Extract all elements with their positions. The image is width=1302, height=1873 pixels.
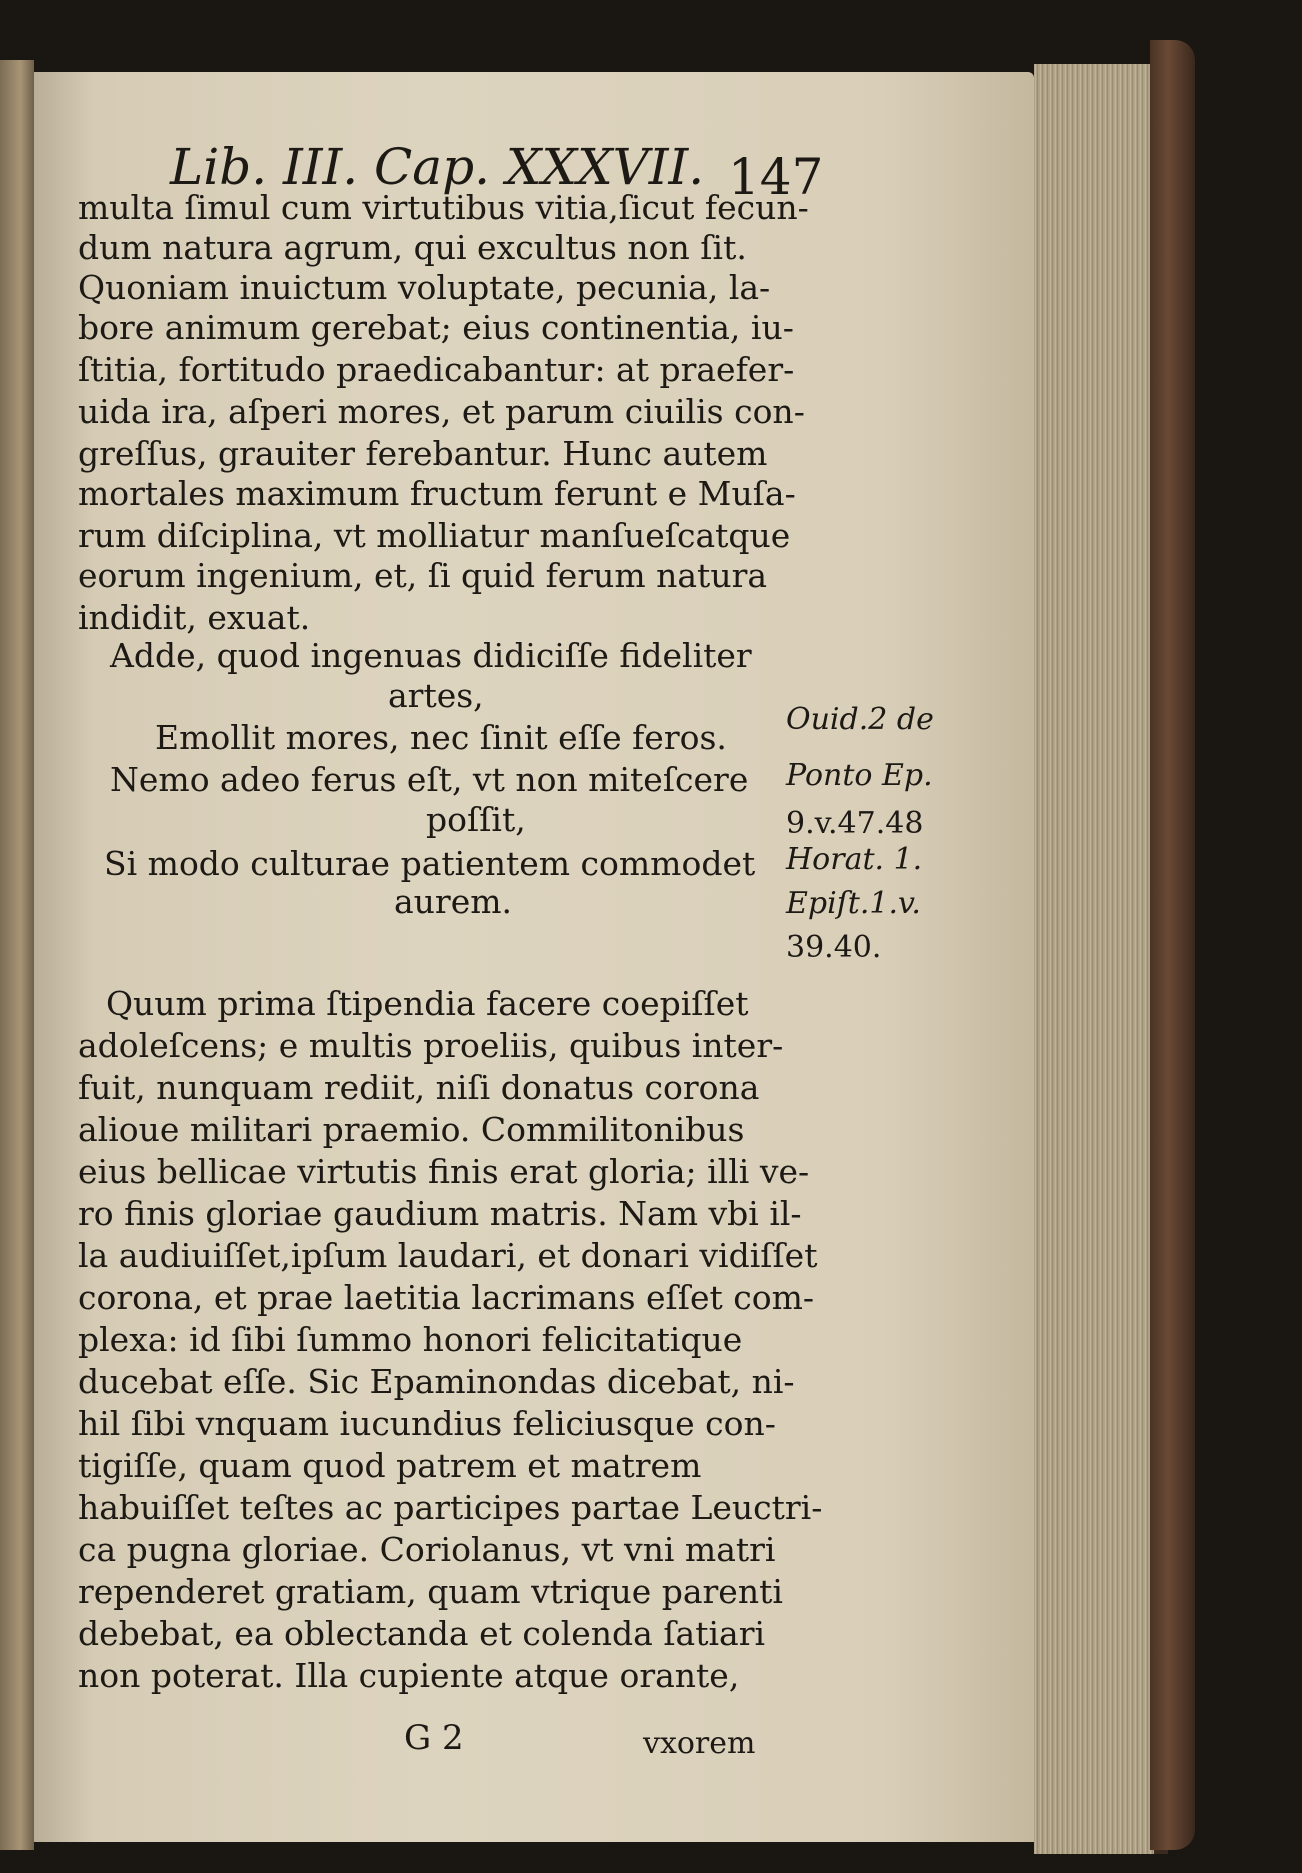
margin-note: Ponto Ep. [786,758,933,793]
text-line: ſtitia, fortitudo praedicabantur: at praefer- [78,350,795,389]
book-cover-edge [1150,40,1195,1850]
verse-line: Si modo culturae patientem commodet [104,844,756,883]
text-line: tigiſſe, quam quod patrem et matrem [78,1446,702,1485]
margin-note: 39.40. [786,930,882,965]
text-line: alioue militari praemio. Commilitonibus [78,1110,745,1149]
page-fore-edge [1034,64,1168,1854]
verse-line: Nemo adeo ferus eſt, vt non miteſcere [110,760,749,799]
text-line: uida ira, aſperi mores, et parum ciuilis con- [78,392,805,431]
text-line: Quum prima ſtipendia facere coepiſſet [106,984,749,1023]
text-line: la audiuiſſet,ipſum laudari, et donari vidiſſet [78,1236,818,1275]
margin-note: Horat. 1. [786,842,923,877]
text-line: eius bellicae virtutis finis erat gloria; illi ve- [78,1152,810,1191]
text-line: eorum ingenium, et, ſi quid ferum natura [78,556,768,595]
text-line: corona, et prae laetitia lacrimans eſſet com- [78,1278,815,1317]
verse-line: Emollit mores, nec ſinit eſſe feros. [155,718,727,757]
text-line: ducebat eſſe. Sic Epaminondas dicebat, ni- [78,1362,795,1401]
text-line: multa ſimul cum virtutibus vitia,ſicut fecun- [78,188,809,227]
catchword: vxorem [643,1726,756,1761]
text-line: rum diſciplina, vt molliatur manſueſcatque [78,516,791,555]
verse-line: Adde, quod ingenuas didiciſſe fideliter [110,636,752,675]
text-line: greſſus, grauiter ferebantur. Hunc autem [78,434,768,473]
text-line: dum natura agrum, qui excultus non ſit. [78,228,747,267]
page-number: 147 [728,148,824,206]
text-line: rependeret gratiam, quam vtrique parenti [78,1572,783,1611]
text-line: indidit, exuat. [78,598,311,637]
text-line: mortales maximum fructum ferunt e Muſa- [78,474,796,513]
text-line: Quoniam inuictum voluptate, pecunia, la- [78,268,771,307]
verse-line: aurem. [394,882,513,921]
margin-note: 9.v.47.48 [786,806,924,841]
text-line: fuit, nunquam rediit, niſi donatus corona [78,1068,760,1107]
left-page-edge [0,60,34,1850]
verse-line: poſſit, [426,800,526,839]
text-line: debebat, ea oblectanda et colenda ſatiari [78,1614,766,1653]
text-line: ca pugna gloriae. Coriolanus, vt vni matri [78,1530,776,1569]
text-line: ro finis gloriae gaudium matris. Nam vbi il- [78,1194,802,1233]
text-line: non poterat. Illa cupiente atque orante, [78,1656,740,1695]
text-line: bore animum gerebat; eius continentia, iu- [78,308,794,347]
text-line: habuiſſet teſtes ac participes partae Leuctri- [78,1488,823,1527]
text-line: hil ſibi vnquam iucundius feliciusque con- [78,1404,776,1443]
text-line: plexa: id ſibi ſummo honori felicitatique [78,1320,743,1359]
text-line: adoleſcens; e multis proeliis, quibus inter- [78,1026,784,1065]
margin-note: Ouid.2 de [786,702,934,737]
margin-note: Epiſt.1.v. [786,886,921,921]
verse-line: artes, [388,676,484,715]
running-title: Lib. III. Cap. XXXVII. [170,138,705,196]
signature-mark: G 2 [404,1718,464,1758]
